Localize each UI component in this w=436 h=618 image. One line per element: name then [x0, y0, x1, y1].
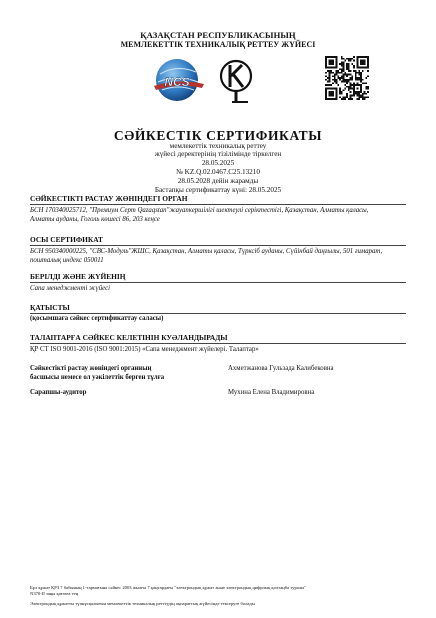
footer-line-1: Бұл құжат ҚРЗ 7 бабының 1-тармағына сәйкес 2003 жылғы 7 қаңтардағы "электрондық құжат және электрондық цифрлық қолтаңба туралы" — [30, 585, 307, 590]
expert-signature-name: Мухина Елена Владимировна — [228, 389, 315, 396]
ncs-logo-icon — [150, 56, 206, 104]
head-signature-label-1: Сәйкестікті растау жөніндегі органның — [30, 365, 152, 372]
system-heading: БЕРІЛДІ ЖӘНЕ ЖҮЙЕНІҢ — [30, 272, 126, 281]
cert-line-1: БСН 950340000225, "СВС-Модуль"ЖШС, Қазақстан, Алматы қаласы, Түрксіб ауданы, Сүйінбай даңғылы, 501 ғимарат, — [30, 248, 383, 255]
scope-text: (қосымшаға сәйкес сертификаттау саласы) — [30, 315, 164, 322]
footer-line-2: N370-II заңы қағазға тең — [30, 591, 79, 596]
footer-line-3: Электрондық құжатты түпнұсқалығын мемлекеттік техникалық реттеудің ақпараттық жүйесінде тексеруге болады — [30, 601, 255, 606]
head-signature-label-2: басшысы немесе ол уәкілеттік берген тұлға — [30, 374, 165, 381]
qr-code-icon — [325, 56, 369, 100]
expert-signature-label: Сарапшы-аудитор — [30, 389, 87, 396]
issue-date: Бастапқы сертификаттау күні: 28.05.2025 — [154, 186, 282, 194]
subtitle-line-1: мемлекеттік техникалық реттеу — [169, 142, 267, 150]
body-line-1: БСН 170340025712, "Премиум Серт Qazaqstan"жауапкершілігі шектеулі серіктестігі, Қазақстан, Алматы қаласы, — [30, 207, 369, 214]
cert-heading: ОСЫ СЕРТИФИКАТ — [30, 235, 103, 244]
system-text: Сапа менеджменті жүйесі — [30, 285, 110, 292]
scope-heading: ҚАТЫСТЫ — [30, 303, 70, 312]
body-line-2: Алматы ауданы, Гоголь көшесі 86, 203 кеңсе — [30, 216, 160, 223]
body-heading: СӘЙКЕСТІКТІ РАСТАУ ЖӨНІНДЕГІ ОРГАН — [30, 194, 188, 203]
divider — [30, 343, 406, 344]
head-signature-name: Ахметжанова Гульзада Калибековна — [228, 365, 334, 372]
cert-line-2: пошталық индекс 050011 — [30, 257, 104, 264]
requirements-heading: ТАЛАПТАРҒА СӘЙКЕС КЕЛЕТІНІН КУӘЛАНДЫРАДЫ — [30, 333, 228, 342]
subtitle-line-2: жүйесі деректерінің тізілімінде тіркелген — [154, 150, 282, 158]
valid-until: 28.05.2028 дейін жарамды — [177, 177, 259, 185]
divider — [30, 204, 406, 205]
svg-text:NCS: NCS — [164, 75, 190, 89]
certificate-number: № KZ.Q.02.0467.С25.13210 — [176, 168, 260, 176]
registration-date: 28.05.2025 — [201, 159, 235, 167]
kz-conformity-mark-icon — [218, 56, 254, 104]
requirements-text: ҚР СТ ISO 9001-2016 (ISO 9001:2015) «Сапа менеджмент жүйелері. Талаптар» — [30, 346, 259, 353]
header-country: ҚАЗАҚСТАН РЕСПУБЛИКАСЫНЫҢ — [140, 30, 296, 40]
divider — [30, 282, 406, 283]
divider — [30, 245, 406, 246]
certificate-title: СӘЙКЕСТІК СЕРТИФИКАТЫ — [113, 128, 323, 143]
header-system: МЕМЛЕКЕТТІК ТЕХНИКАЛЫҚ РЕТТЕУ ЖҮЙЕСІ — [120, 40, 316, 49]
